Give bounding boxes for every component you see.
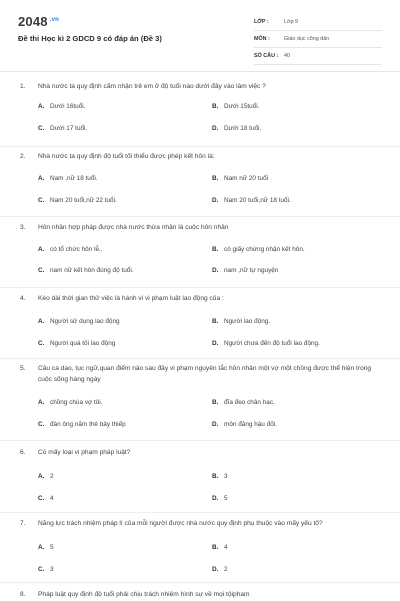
option-d[interactable]: D. Nam 20 tuổi,nữ 18 tuổi. (212, 196, 291, 204)
options (20, 385, 380, 429)
option-d[interactable]: D. 2 (212, 565, 228, 573)
question (20, 519, 380, 574)
question-number: 4. (20, 295, 26, 302)
question-body: Câu ca dao, tục ngữ,quan điểm nào sau đây vi phạm nguyên tắc hôn nhân một vợ một chồng được thể hiện trong cuộc sống hàng ngày (38, 365, 372, 383)
option-b[interactable]: B. đĩa đeo chân hạc. (212, 399, 275, 406)
meta-label: SỐ CÂU : (254, 53, 279, 59)
question (20, 294, 380, 349)
question-text (20, 152, 380, 163)
option-d[interactable]: D. Dưới 18 tuổi. (212, 124, 262, 132)
question-text (20, 294, 380, 305)
meta-class (254, 14, 382, 31)
option-a[interactable]: A. Dưới 16tuổi. (38, 102, 86, 110)
option-a[interactable]: A. 2 (38, 472, 54, 480)
question-number: 8. (20, 591, 26, 598)
option-b[interactable]: B. Người lao động. (212, 317, 271, 325)
question-body: Kéo dài thời gian thử việc là hành vi vi phạm luật lao động của : (38, 295, 224, 302)
option-c[interactable]: C. 3 (38, 565, 54, 573)
option-c[interactable]: C. Dưới 17 tuổi. (38, 124, 88, 132)
question (20, 448, 380, 503)
question-divider (0, 146, 400, 147)
question (20, 223, 380, 278)
question-divider (0, 512, 400, 513)
site-logo[interactable] (18, 14, 59, 29)
option-d[interactable]: D. 5 (212, 494, 228, 502)
meta-value: 40 (284, 53, 290, 59)
question-number: 3. (20, 224, 26, 231)
options (20, 234, 380, 278)
meta-subject (254, 31, 382, 48)
question-text (20, 364, 380, 385)
question-number: 6. (20, 449, 26, 456)
question-number: 1. (20, 83, 26, 90)
question-text (20, 590, 380, 601)
question-text (20, 82, 380, 93)
question-body: Nhà nước ta quy định cấm nhận trẻ em ở độ tuổi nào dưới đây vào làm việc ? (38, 83, 266, 90)
question-divider (0, 216, 400, 217)
options (20, 530, 380, 574)
option-b[interactable]: B. Dưới 15tuổi. (212, 102, 260, 110)
exam-meta (254, 14, 382, 65)
question (20, 590, 380, 601)
question-divider (0, 440, 400, 441)
logo-tld: .vn (49, 17, 60, 23)
question-text (20, 519, 380, 530)
option-a[interactable]: A. chồng chúa vợ tôi. (38, 399, 103, 406)
question-number: 5. (20, 365, 26, 372)
question-body: Hôn nhân hợp pháp được nhà nước thừa nhận là cuộc hôn nhân (38, 224, 229, 231)
option-a[interactable]: A. có tổ chức hôn lễ.. (38, 245, 103, 253)
options (20, 93, 380, 137)
question-divider (0, 287, 400, 288)
option-d[interactable]: D. môn đăng hậu đối. (212, 421, 277, 428)
question-body: Nhà nước ta quy định độ tuổi tối thiểu được phép kết hôn là: (38, 153, 215, 160)
question-text (20, 448, 380, 459)
option-a[interactable]: A. 5 (38, 543, 54, 551)
logo-text: 2048 (18, 14, 48, 29)
header (0, 0, 400, 68)
option-a[interactable]: A. Nam ,nữ 18 tuổi. (38, 174, 98, 182)
option-d[interactable]: D. Người chưa đến độ tuổi lao động. (212, 339, 320, 347)
question-divider (0, 582, 400, 583)
option-c[interactable]: C. Người quá tối lao động (38, 339, 116, 347)
question-number: 2. (20, 153, 26, 160)
header-divider (0, 71, 400, 72)
option-c[interactable]: C. đàn ông năm thê bảy thiếp (38, 421, 126, 428)
option-c[interactable]: C. Nam 20 tuổi,nữ 22 tuổi. (38, 196, 117, 204)
meta-value: Lớp 9 (284, 19, 299, 25)
options (20, 305, 380, 349)
question (20, 364, 380, 429)
option-b[interactable]: B. có giấy chứng nhận kết hôn. (212, 245, 305, 253)
meta-value: Giáo dục công dân (284, 36, 330, 42)
question-text (20, 223, 380, 234)
question-body: Pháp luật quy định độ tuổi phải chịu trách nhiệm hình sự về mọi tộipham (38, 591, 250, 598)
option-a[interactable]: A. Người sử dụng lao động (38, 317, 120, 325)
option-d[interactable]: D. nam ,nữ tự nguyện (212, 266, 279, 274)
options (20, 163, 380, 207)
question-body: Có mấy loại vi phạm pháp luật? (38, 449, 131, 456)
options (20, 459, 380, 503)
option-b[interactable]: B. 3 (212, 472, 228, 480)
meta-question-count (254, 48, 382, 65)
meta-label: LỚP : (254, 19, 269, 25)
question-number: 7. (20, 520, 26, 527)
option-b[interactable]: B. 4 (212, 543, 228, 551)
question (20, 82, 380, 137)
question (20, 152, 380, 207)
meta-label: MÔN : (254, 36, 270, 42)
question-divider (0, 358, 400, 359)
option-b[interactable]: B. Nam nữ 20 tuổi (212, 174, 269, 182)
option-c[interactable]: C. nam nữ kết hôn đúng độ tuổi. (38, 266, 134, 274)
option-c[interactable]: C. 4 (38, 494, 54, 502)
page-title: Đề thi Học kì 2 GDCD 9 có đáp án (Đề 3) (18, 34, 162, 43)
question-body: Năng lực trách nhiệm pháp lí của mỗi người được nhà nước quy định phụ thuộc vào mấy yếu tố? (38, 520, 323, 527)
